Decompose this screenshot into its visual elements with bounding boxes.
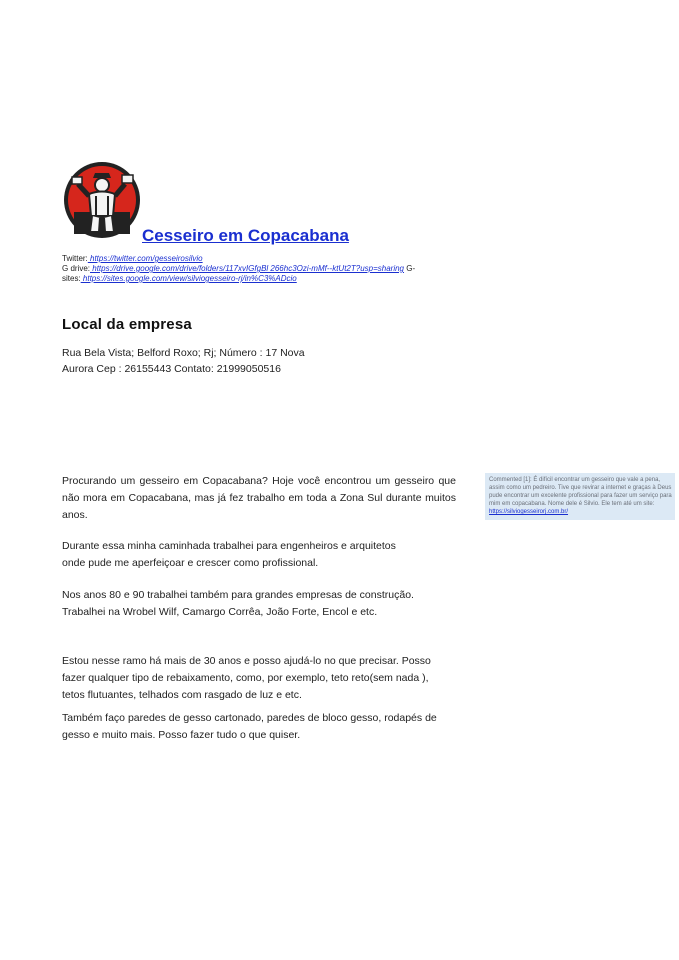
section-heading: Local da empresa	[62, 316, 192, 333]
paragraph-career: Durante essa minha caminhada trabalhei para engenheiros e arquitetos onde pude me aperfeiçoar e crescer como profissional.	[62, 540, 396, 569]
gdrive-row	[62, 264, 452, 274]
page-title-link[interactable]: Cesseiro em Copacabana	[142, 226, 349, 245]
paragraph-services: Estou nesse ramo há mais de 30 anos e posso ajudá-lo no que precisar. Posso fazer qualquer tipo de rebaixamento, como, por exemplo, teto reto(sem nada ), tetos flutuantes, telhados com rasgado de luz e etc.	[62, 655, 431, 701]
gsites-link[interactable]: https://sites.google.com/view/silviogesseiro-rj/in%C3%ADcio	[80, 274, 297, 283]
gsites-row	[62, 274, 452, 284]
twitter-link[interactable]: https://twitter.com/gesseirosilvio	[87, 254, 203, 263]
gdrive-label: G drive:	[62, 264, 91, 273]
social-links	[62, 254, 452, 284]
gdrive-suffix: G-	[404, 264, 416, 273]
paragraph-walls: Também faço paredes de gesso cartonado, paredes de bloco gesso, rodapés de gesso e muito mais. Posso fazer tudo o que quiser.	[62, 712, 437, 741]
gdrive-link[interactable]: https://drive.google.com/drive/folders/117xvIGfgBl 266hc3Ozi-mMf--ktUt2T?usp=sharing	[90, 264, 405, 273]
comment-bubble	[485, 473, 675, 520]
plasterer-worker-icon	[62, 160, 142, 240]
company-logo	[62, 160, 142, 240]
gsites-label: sites:	[62, 274, 81, 283]
paragraph-intro: Procurando um gesseiro em Copacabana? Hoje você encontrou um gesseiro que não mora em Copacabana, mas já fez trabalho em toda a Zona Sul durante muitos anos.	[62, 475, 456, 521]
comment-link[interactable]: https://silviogesseirorj.com.br/	[489, 509, 569, 515]
company-address: Rua Bela Vista; Belford Roxo; Rj; Número : 17 Nova Aurora Cep : 26155443 Contato: 21999050516	[62, 347, 305, 375]
twitter-label: Twitter:	[62, 254, 88, 263]
twitter-row	[62, 254, 452, 264]
paragraph-companies: Nos anos 80 e 90 trabalhei também para grandes empresas de construção. Trabalhei na Wrobel Wilf, Camargo Corrêa, João Forte, Encol e etc.	[62, 589, 414, 618]
comment-text: Commented [1]: É difícil encontrar um gesseiro que vale a pena, assim como um pedreiro. Tive que revirar a internet e graças à Deus pude encontrar um excelente profissional para fazer um serviço para mim em copacabana. Nome dele é Silvio. Ele tem até um site:	[489, 477, 672, 507]
